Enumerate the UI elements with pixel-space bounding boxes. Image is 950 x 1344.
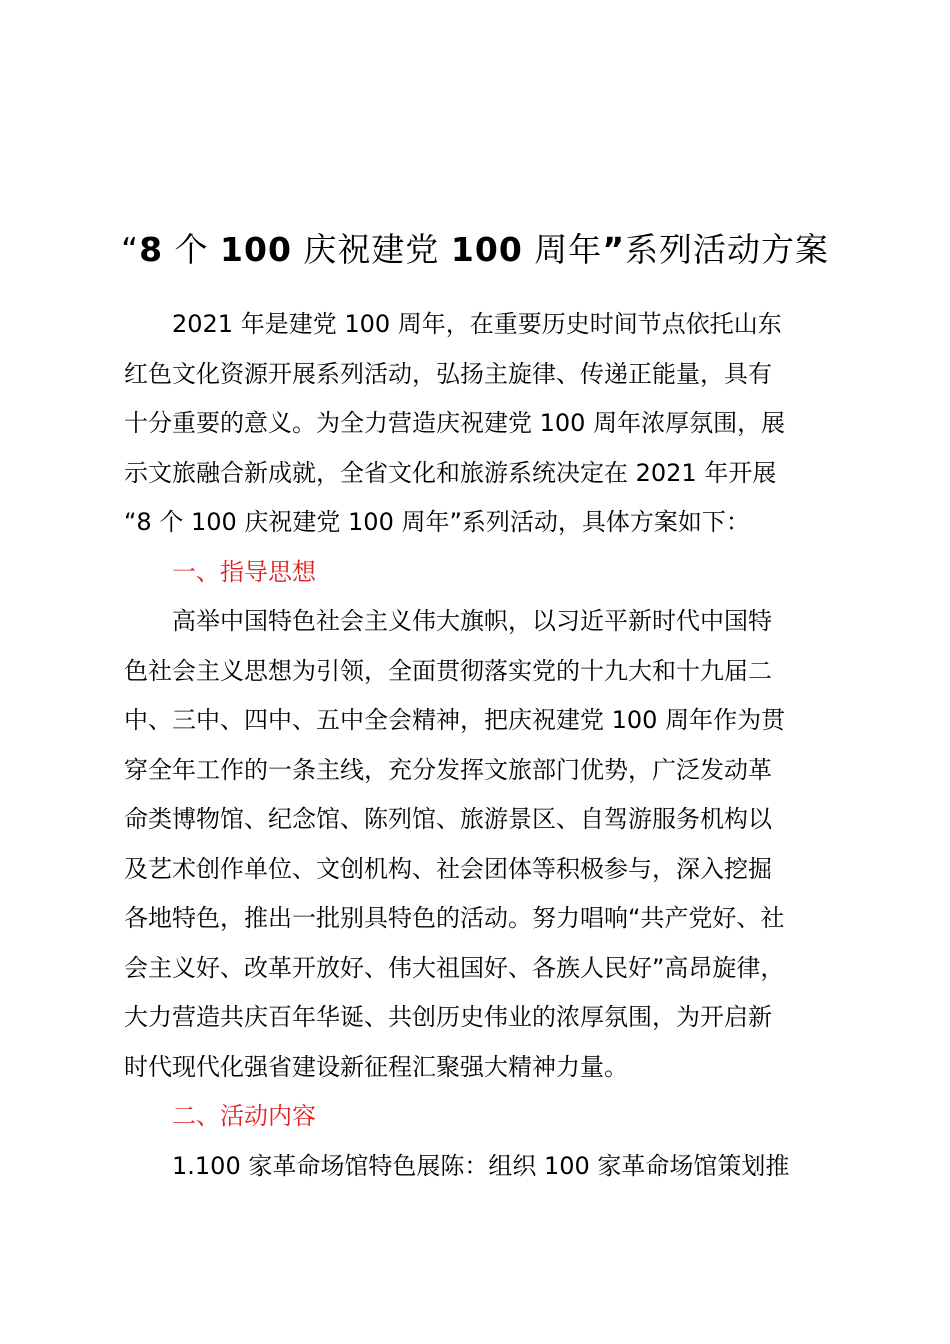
document-title <box>0 222 950 278</box>
document-body <box>124 300 838 1191</box>
title-close-quote: ” <box>602 230 626 269</box>
title-text-d: 系列活动方案 <box>625 230 830 269</box>
section-heading-activity-content: 二、活动内容 <box>172 1102 316 1130</box>
title-number-100-b: 100 <box>450 230 523 269</box>
title-text-b: 庆祝建党 <box>291 230 451 269</box>
title-text-c: 周年 <box>522 230 603 269</box>
title-open-quote: “ <box>120 230 140 269</box>
intro-paragraph: 2021 年是建党 100 周年，在重要历史时间节点依托山东 红色文化资源开展系列活动，弘扬主旋律、传递正能量，具有 十分重要的意义。为全力营造庆祝建党 100 周年浓厚氛围，展 示文旅融合新成就，全省文化和旅游系统决定在 2021 年开展 “8 个 100 庆祝建党 100 周年”系列活动，具体方案如下： <box>124 310 786 536</box>
title-number-100-a: 100 <box>220 230 292 269</box>
title-text-a: 个 <box>163 230 221 269</box>
activity-item-1: 1.100 家革命场馆特色展陈：组织 100 家革命场馆策划推 <box>172 1151 790 1180</box>
section-heading-guiding-ideology: 一、指导思想 <box>172 557 316 586</box>
guiding-ideology-paragraph: 高举中国特色社会主义伟大旗帜，以习近平新时代中国特 色社会主义思想为引领，全面贯彻落实党的十九大和十九届二 中、三中、四中、五中全会精神，把庆祝建党 100 周年作为贯 穿全年工作的一条主线，充分发挥文旅部门优势，广泛发动革 命类博物馆、纪念馆、陈列馆、旅游景区、自驾游服务机构以 及艺术创作单位、文创机构、社会团体等积极参与，深入挖掘 各地特色，推出一批别具特色的活动。努力唱响“共产党好、社 会主义好、改革开放好、伟大祖国好、各族人民好”高昂旋律， 大力营造共庆百年华诞、共创历史伟业的浓厚氛围，为开启新 时代现代化强省建设新征程汇聚强大精神力量。 <box>124 607 786 1081</box>
title-number-8: 8 <box>139 230 164 269</box>
